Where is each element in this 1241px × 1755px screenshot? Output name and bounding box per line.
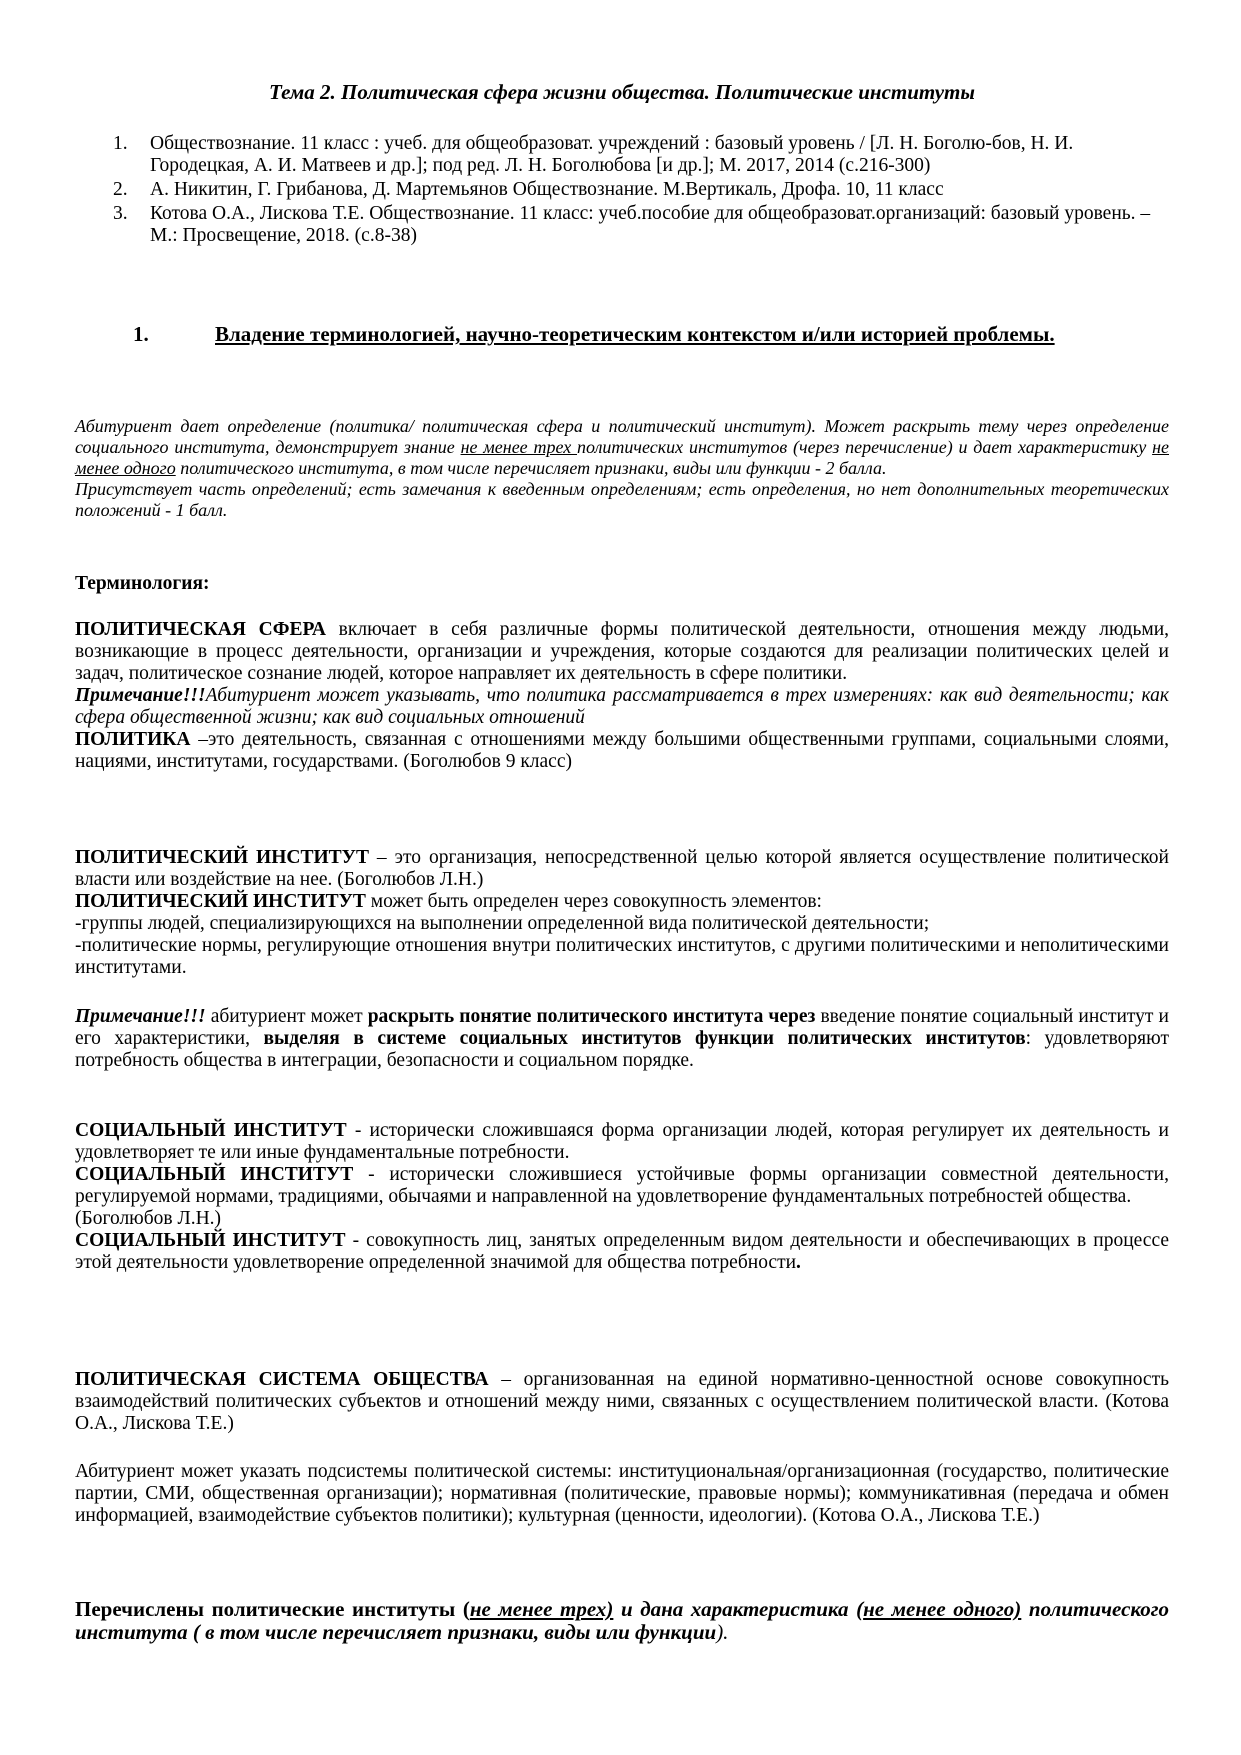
political-system-definition: ПОЛИТИЧЕСКАЯ СИСТЕМА ОБЩЕСТВА – организованная на единой нормативно-ценностной основе совокупность взаимодействий политических субъектов и отношений между ними, связанных с осуществлением политической власти. (Котова О.А., Лискова Т.Е.) (75, 1369, 1169, 1434)
criteria-2-points: Абитуриент дает определение (политика/ политическая сфера и политический институт). Может раскрыть тему через определение социального института, демонстрирует знание не менее трех политических институтов (через перечисление) и дает характеристику не менее одного политического института, в том числе перечисляет признаки, виды или функции - 2 балла. (75, 416, 1169, 478)
term: СОЦИАЛЬНЫЙ ИНСТИТУТ (75, 1230, 346, 1251)
section-title: Владение терминологией, научно-теоретическим контекстом и/или историей проблемы. (215, 322, 1055, 346)
reference-list (75, 133, 1169, 249)
final-criterion: Перечислены политические институты (не менее трех) и дана характеристика (не менее одного) политического института ( в том числе перечисляет признаки, виды или функции). (75, 1597, 1170, 1644)
term: ПОЛИТИКА (75, 729, 191, 750)
page-title: Тема 2. Политическая сфера жизни общества. Политические институты (269, 80, 975, 104)
politics-definition: ПОЛИТИКА –это деятельность, связанная с отношениями между большими общественными группами, социальными слоями, нациями, институтами, государствами. (Боголюбов 9 класс) (75, 729, 1169, 772)
term: ПОЛИТИЧЕСКИЙ ИНСТИТУТ (75, 891, 366, 912)
term: СОЦИАЛЬНЫЙ ИНСТИТУТ (75, 1120, 347, 1141)
term: ПОЛИТИЧЕСКАЯ СИСТЕМА ОБЩЕСТВА (75, 1369, 489, 1390)
note: Примечание!!!Абитуриент может указывать, что политика рассматривается в трех измерениях: как вид деятельности; как сфера общественной жизни; как вид социальных отношений (75, 685, 1169, 728)
list-item: 1. Обществознание. 11 класс : учеб. для общеобразоват. учреждений : базовый уровень / [Л. Н. Боголю-бов, Н. И. Городецкая, А. И. Матвеев и др.]; под ред. Л. Н. Боголюбова [и др.]; М. 2017, 2014 (с.216-300) (113, 133, 1074, 176)
subsystems-paragraph: Абитуриент может указать подсистемы политической системы: институциональная/организационная (государство, политические партии, СМИ, общественная организации); нормативная (политические, правовые нормы); коммуникативная (передача и обмен информацией, взаимодействие субъектов политики); культурная (ценности, идеологии). (Котова О.А., Лискова Т.Е.) (75, 1461, 1169, 1526)
social-institute-definitions: СОЦИАЛЬНЫЙ ИНСТИТУТ - исторически сложившаяся форма организации людей, которая регулирует их деятельность и удовлетворяет те или иные фундаментальные потребности. СОЦИАЛЬНЫЙ ИНСТИТУТ - исторически сложившиеся устойчивые формы организации совместной деятельности, регулируемой нормами, традициями, обычаями и направленной на удовлетворение фундаментальных потребностей общества. (Боголюбов Л.Н.) СОЦИАЛЬНЫЙ ИНСТИТУТ - совокупность лиц, занятых определенным видом деятельности и обеспечивающих в процессе этой деятельности удовлетворение определенной значимой для общества потребности. (75, 1120, 1169, 1273)
political-sphere-definition: ПОЛИТИЧЕСКАЯ СФЕРА включает в себя различные формы политической деятельности, отношения между людьми, возникающие в процесс деятельности, организации и учреждения, которые создаются для реализации политических целей и задач, политическое сознание людей, которое направляет их деятельность в сфере политики. Примечание!!!Абитуриент может указывать, что политика рассматривается в трех измерениях: как вид деятельности; как сфера общественной жизни; как вид социальных отношений ПОЛИТИКА –это деятельность, связанная с отношениями между большими общественными группами, социальными слоями, нациями, институтами, государствами. (Боголюбов 9 класс) (75, 619, 1170, 772)
criteria-block (75, 416, 1169, 521)
note: Примечание!!! абитуриент может раскрыть понятие политического института через введение понятие социальный институт и его характеристики, выделяя в системе социальных институтов функции политических институтов: удовлетворяют потребность общества в интеграции, безопасности и социальном порядке. (75, 1006, 1169, 1071)
criteria-1-point: Присутствует часть определений; есть замечания к введенным определениям; есть определения, но нет дополнительных теоретических положений - 1 балл. (75, 479, 1169, 520)
terminology-heading: Терминология: (75, 573, 210, 594)
list-item: 3. Котова О.А., Лискова Т.Е. Обществознание. 11 класс: учеб.пособие для общеобразоват.организаций: базовый уровень. – М.: Просвещение, 2018. (с.8-38) (113, 203, 1151, 246)
list-item: 2. А. Никитин, Г. Грибанова, Д. Мартемьянов Обществознание. М.Вертикаль, Дрофа. 10, 11 класс (113, 179, 944, 200)
section-number: 1. (133, 322, 149, 346)
term: СОЦИАЛЬНЫЙ ИНСТИТУТ (75, 1164, 354, 1185)
political-institute-definitions: ПОЛИТИЧЕСКИЙ ИНСТИТУТ – это организация, непосредственной целью которой является осуществление политической власти или воздействие на нее. (Боголюбов Л.Н.) ПОЛИТИЧЕСКИЙ ИНСТИТУТ может быть определен через совокупность элементов: -группы людей, специализирующихся на выполнении определенной вида политической деятельности; -политические нормы, регулирующие отношения внутри политических институтов, с другими политическими и неполитическими институтами. (75, 847, 1169, 978)
term: ПОЛИТИЧЕСКАЯ СФЕРА (75, 619, 326, 640)
term: ПОЛИТИЧЕСКИЙ ИНСТИТУТ (75, 847, 369, 868)
section-heading (75, 322, 1169, 346)
